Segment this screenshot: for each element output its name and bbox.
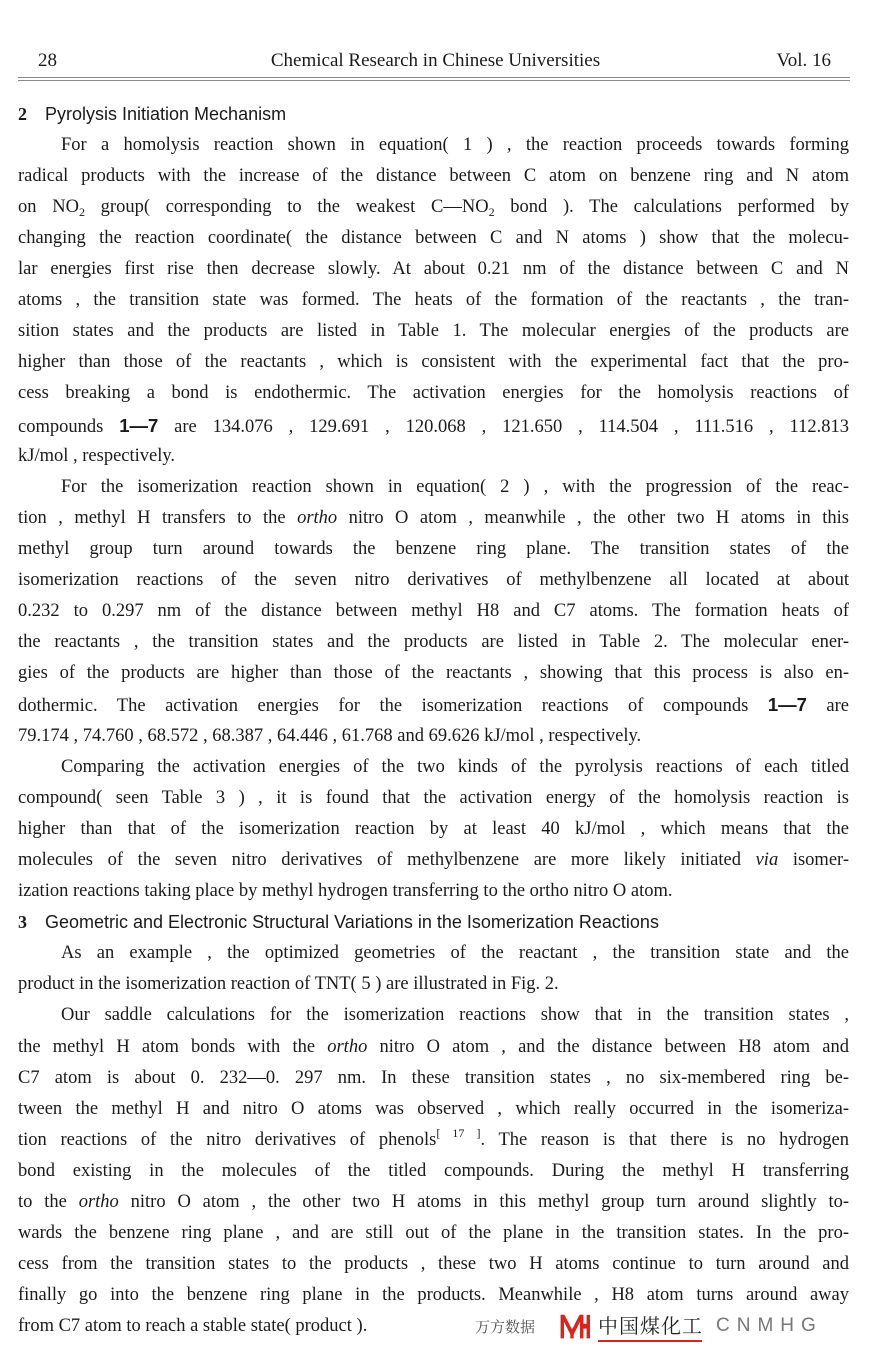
text-run: 1—7 (767, 694, 807, 716)
text-line (18, 876, 849, 907)
text-run: cess breaking a bond is endothermic. The activation energies for the homolysis reactions of (18, 383, 849, 404)
text-run: radical products with the increase of the distance between C atom on benzene ring and N atom (18, 165, 849, 186)
text-line (18, 658, 849, 689)
text-run: isomer- (778, 849, 849, 870)
text-line (18, 689, 849, 720)
text-run: to the (18, 1192, 79, 1212)
text-line (18, 378, 849, 409)
text-run: atoms , the transition state was formed. The heats of the formation of the reactants , the tran- (18, 290, 849, 311)
text-run: finally go into the benzene ring plane in the products. Meanwhile , H8 atom turns around away (18, 1285, 849, 1306)
text-run: gies of the products are higher than those of the reactants , showing that this process is also en- (18, 663, 849, 684)
text-run: kJ/mol , respectively. (18, 445, 176, 466)
text-run: isomerization reactions of the seven nitro derivatives of methylbenzene all located at about (18, 570, 849, 590)
text-line (18, 285, 849, 316)
text-run: For a homolysis reaction shown in equation( 1 ) , the reaction proceeds towards forming (61, 134, 849, 155)
text-run: lar energies first rise then decrease slowly. At about 0.21 nm of the distance between C and N (18, 259, 849, 279)
text-run: compounds (18, 416, 120, 437)
text-line (18, 596, 849, 627)
text-run: product in the isomerization reaction of TNT( 5 ) are illustrated in Fig. 2. (18, 974, 559, 995)
text-run: ortho (78, 1192, 119, 1212)
running-title: Chemical Research in Chinese Universities (270, 50, 601, 71)
text-run: 1—7 (119, 414, 159, 436)
text-run: group( corresponding to the weakest C—NO (84, 196, 489, 217)
citation: [ 17 ] (436, 1125, 481, 1140)
text-run: methyl group turn around towards the benzene ring plane. The transition states of the (18, 538, 849, 559)
text-line (18, 627, 849, 658)
text-line (18, 938, 849, 969)
text-run: bond existing in the molecules of the titled compounds. During the methyl H transferring (18, 1160, 849, 1181)
text-run: 0.232 to 0.297 nm of the distance between methyl H8 and C7 atoms. The formation heats of (18, 601, 849, 622)
text-line (18, 783, 849, 814)
text-run: For the isomerization reaction shown in equation( 2 ) , with the progression of the reac- (61, 476, 849, 497)
text-line (18, 1249, 849, 1280)
page-number: 28 (38, 50, 57, 71)
volume-label: Vol. 16 (776, 50, 831, 71)
text-line (18, 1094, 849, 1125)
text-run: Comparing the activation energies of the two kinds of the pyrolysis reactions of each titled (61, 756, 849, 777)
text-run: C7 atom is about 0. 232—0. 297 nm. In these transition states , no six-membered ring be- (18, 1067, 849, 1088)
text-run: on NO (18, 196, 79, 217)
text-line (18, 410, 849, 441)
section-number: 3 (18, 912, 27, 933)
text-run: compound( seen Table 3 ) , it is found that the activation energy of the homolysis reaction is (18, 787, 849, 808)
logo-latin-text: CNMHG (716, 1315, 823, 1336)
logo-chinese-text: 中国煤化工 (598, 1314, 703, 1338)
header-rule (18, 77, 850, 78)
text-run: bond ). The calculations performed by (494, 196, 849, 217)
logo-divider (598, 1340, 702, 1342)
mh-logo-icon (560, 1314, 590, 1340)
text-line (18, 752, 849, 783)
text-run: nitro O atom , the other two H atoms in this methyl group turn around slightly to- (118, 1192, 849, 1212)
text-line (18, 1000, 849, 1031)
text-run: ortho (297, 507, 338, 528)
text-run: the methyl H atom bonds with the (18, 1036, 328, 1057)
text-line (18, 254, 849, 285)
text-run: tween the methyl H and nitro O atoms was observed , which really occurred in the isomeriza- (18, 1098, 849, 1119)
text-run: higher than those of the reactants , which is consistent with the experimental fact that the pro- (18, 352, 849, 373)
text-line (18, 1187, 849, 1218)
text-line (18, 1032, 849, 1063)
text-run: nitro O atom , and the distance between H8 atom and (367, 1036, 849, 1057)
text-line (18, 161, 849, 192)
text-line (18, 1280, 849, 1311)
section-heading (18, 99, 849, 130)
text-run: Geometric and Electronic Structural Variations in the Isomerization Reactions (45, 912, 659, 933)
text-run: tion , methyl H transfers to the (18, 507, 298, 528)
text-line (18, 192, 849, 223)
text-line (18, 845, 849, 876)
text-run: wards the benzene ring plane , and are still out of the plane in the transition states. In the pro- (18, 1223, 849, 1244)
text-run: cess from the transition states to the products , these two H atoms continue to turn around and (18, 1254, 849, 1275)
watermark: 万方数据 (475, 1318, 536, 1336)
text-run: changing the reaction coordinate( the distance between C and N atoms ) show that the molecu- (18, 227, 849, 248)
text-run: molecules of the seven nitro derivatives of methylbenzene are more likely initiated (18, 849, 756, 870)
text-line (18, 130, 849, 161)
text-run: the reactants , the transition states and the products are listed in Table 2. The molecular ener- (18, 632, 849, 653)
text-line (18, 814, 849, 845)
text-run: Pyrolysis Initiation Mechanism (45, 103, 287, 124)
header-rule (18, 80, 850, 81)
text-run: via (755, 849, 779, 870)
text-line (18, 565, 849, 596)
cnmhg-logo (560, 1313, 850, 1341)
text-run: 79.174 , 74.760 , 68.572 , 68.387 , 64.446 , 61.768 and 69.626 kJ/mol , respectively. (18, 725, 642, 746)
text-line (18, 223, 849, 254)
text-run: Our saddle calculations for the isomerization reactions show that in the transition states , (61, 1005, 849, 1026)
text-run: ization reactions taking place by methyl hydrogen transferring to the ortho nitro O atom. (18, 881, 673, 901)
text-run: are (806, 696, 849, 717)
section-heading (18, 907, 849, 938)
text-run: 2 (78, 204, 85, 219)
text-run: from C7 atom to reach a stable state( product ). (18, 1316, 368, 1337)
text-run: 2 (488, 204, 495, 219)
text-run: . The reason is that there is no hydrogen (480, 1129, 849, 1150)
text-line (18, 316, 849, 347)
text-line (18, 534, 849, 565)
text-line (18, 503, 849, 534)
text-run: ortho (327, 1036, 368, 1057)
text-line (18, 1218, 849, 1249)
text-run: higher than that of the isomerization reaction by at least 40 kJ/mol , which means that the (18, 818, 849, 839)
text-run: tion reactions of the nitro derivatives of phenols (18, 1129, 437, 1150)
text-line (18, 1156, 849, 1187)
text-run: nitro O atom , meanwhile , the other two H atoms in this (337, 507, 849, 528)
text-run: are 134.076 , 129.691 , 120.068 , 121.650 , 114.504 , 111.516 , 112.813 (158, 416, 849, 437)
text-line (18, 347, 849, 378)
text-line (18, 441, 849, 472)
text-run: dothermic. The activation energies for the isomerization reactions of compounds (18, 696, 768, 717)
section-number: 2 (18, 103, 27, 124)
text-line (18, 1125, 849, 1156)
text-line (18, 969, 849, 1000)
text-line (18, 721, 849, 752)
text-line (18, 472, 849, 503)
text-line (18, 1063, 849, 1094)
text-run: As an example , the optimized geometries of the reactant , the transition state and the (61, 943, 849, 964)
text-run: sition states and the products are listed in Table 1. The molecular energies of the products are (18, 321, 849, 342)
